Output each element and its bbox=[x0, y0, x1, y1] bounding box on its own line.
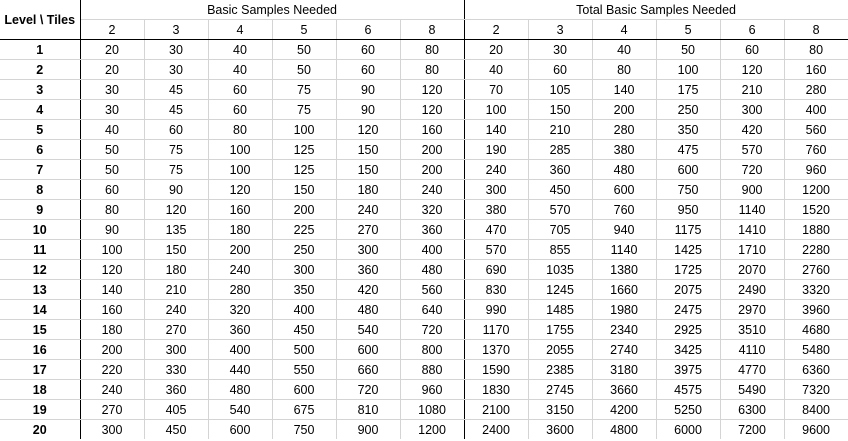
total-samples-cell: 30 bbox=[528, 40, 592, 60]
basic-samples-cell: 500 bbox=[272, 340, 336, 360]
total-samples-cell: 900 bbox=[720, 180, 784, 200]
total-samples-cell: 50 bbox=[656, 40, 720, 60]
basic-samples-cell: 600 bbox=[208, 420, 272, 440]
total-samples-cell: 105 bbox=[528, 80, 592, 100]
basic-samples-cell: 480 bbox=[208, 380, 272, 400]
total-samples-cell: 200 bbox=[592, 100, 656, 120]
basic-samples-cell: 450 bbox=[144, 420, 208, 440]
basic-samples-cell: 80 bbox=[80, 200, 144, 220]
table-row bbox=[0, 420, 848, 440]
basic-samples-cell: 100 bbox=[272, 120, 336, 140]
total-samples-cell: 4680 bbox=[784, 320, 848, 340]
basic-samples-cell: 90 bbox=[80, 220, 144, 240]
total-tiles-header-3: 3 bbox=[528, 20, 592, 40]
basic-samples-cell: 20 bbox=[80, 60, 144, 80]
total-samples-cell: 2070 bbox=[720, 260, 784, 280]
basic-samples-cell: 40 bbox=[208, 60, 272, 80]
basic-samples-cell: 280 bbox=[208, 280, 272, 300]
total-samples-cell: 280 bbox=[592, 120, 656, 140]
basic-tiles-header-8: 8 bbox=[400, 20, 464, 40]
total-samples-cell: 480 bbox=[592, 160, 656, 180]
corner-header: Level \ Tiles bbox=[0, 0, 80, 40]
total-samples-cell: 3660 bbox=[592, 380, 656, 400]
basic-samples-cell: 360 bbox=[208, 320, 272, 340]
total-samples-cell: 760 bbox=[784, 140, 848, 160]
basic-samples-cell: 100 bbox=[80, 240, 144, 260]
basic-samples-cell: 360 bbox=[336, 260, 400, 280]
basic-samples-cell: 125 bbox=[272, 160, 336, 180]
basic-samples-cell: 125 bbox=[272, 140, 336, 160]
basic-samples-cell: 400 bbox=[272, 300, 336, 320]
basic-samples-cell: 135 bbox=[144, 220, 208, 240]
total-tiles-header-4: 4 bbox=[592, 20, 656, 40]
total-samples-cell: 60 bbox=[528, 60, 592, 80]
table-row bbox=[0, 100, 848, 120]
level-cell: 5 bbox=[0, 120, 80, 140]
basic-samples-cell: 300 bbox=[336, 240, 400, 260]
total-samples-cell: 9600 bbox=[784, 420, 848, 440]
basic-samples-cell: 240 bbox=[144, 300, 208, 320]
basic-tiles-header-6: 6 bbox=[336, 20, 400, 40]
table-row bbox=[0, 200, 848, 220]
table-row bbox=[0, 400, 848, 420]
total-samples-cell: 3510 bbox=[720, 320, 784, 340]
level-cell: 20 bbox=[0, 420, 80, 440]
total-samples-cell: 6360 bbox=[784, 360, 848, 380]
basic-samples-cell: 330 bbox=[144, 360, 208, 380]
total-samples-cell: 100 bbox=[464, 100, 528, 120]
basic-samples-cell: 200 bbox=[400, 160, 464, 180]
total-samples-cell: 280 bbox=[784, 80, 848, 100]
total-samples-cell: 750 bbox=[656, 180, 720, 200]
table-row bbox=[0, 140, 848, 160]
basic-samples-cell: 200 bbox=[208, 240, 272, 260]
basic-samples-cell: 30 bbox=[80, 100, 144, 120]
basic-samples-cell: 240 bbox=[80, 380, 144, 400]
table-body bbox=[0, 40, 848, 440]
basic-samples-cell: 900 bbox=[336, 420, 400, 440]
basic-samples-cell: 540 bbox=[336, 320, 400, 340]
total-samples-cell: 175 bbox=[656, 80, 720, 100]
total-samples-cell: 40 bbox=[592, 40, 656, 60]
total-samples-cell: 5250 bbox=[656, 400, 720, 420]
total-samples-cell: 420 bbox=[720, 120, 784, 140]
total-samples-cell: 1410 bbox=[720, 220, 784, 240]
basic-samples-cell: 960 bbox=[400, 380, 464, 400]
basic-samples-cell: 90 bbox=[336, 100, 400, 120]
basic-samples-cell: 20 bbox=[80, 40, 144, 60]
total-samples-cell: 7200 bbox=[720, 420, 784, 440]
level-cell: 19 bbox=[0, 400, 80, 420]
basic-samples-cell: 50 bbox=[80, 160, 144, 180]
total-samples-cell: 1725 bbox=[656, 260, 720, 280]
total-samples-cell: 570 bbox=[528, 200, 592, 220]
total-samples-cell: 990 bbox=[464, 300, 528, 320]
level-cell: 4 bbox=[0, 100, 80, 120]
total-samples-cell: 1035 bbox=[528, 260, 592, 280]
table-row bbox=[0, 180, 848, 200]
basic-samples-cell: 270 bbox=[80, 400, 144, 420]
basic-samples-cell: 400 bbox=[208, 340, 272, 360]
basic-samples-cell: 60 bbox=[208, 80, 272, 100]
total-samples-cell: 4200 bbox=[592, 400, 656, 420]
total-samples-cell: 1425 bbox=[656, 240, 720, 260]
total-samples-cell: 1660 bbox=[592, 280, 656, 300]
table-row bbox=[0, 300, 848, 320]
total-samples-cell: 570 bbox=[464, 240, 528, 260]
basic-samples-cell: 480 bbox=[336, 300, 400, 320]
basic-samples-cell: 225 bbox=[272, 220, 336, 240]
table-row bbox=[0, 80, 848, 100]
total-samples-cell: 690 bbox=[464, 260, 528, 280]
total-samples-cell: 3975 bbox=[656, 360, 720, 380]
level-cell: 14 bbox=[0, 300, 80, 320]
total-samples-cell: 470 bbox=[464, 220, 528, 240]
total-samples-cell: 210 bbox=[720, 80, 784, 100]
basic-samples-cell: 160 bbox=[400, 120, 464, 140]
table-row bbox=[0, 360, 848, 380]
total-samples-cell: 60 bbox=[720, 40, 784, 60]
total-samples-cell: 2760 bbox=[784, 260, 848, 280]
total-samples-cell: 100 bbox=[656, 60, 720, 80]
basic-samples-cell: 30 bbox=[80, 80, 144, 100]
basic-samples-cell: 160 bbox=[80, 300, 144, 320]
basic-samples-cell: 160 bbox=[208, 200, 272, 220]
table-row bbox=[0, 120, 848, 140]
basic-samples-cell: 30 bbox=[144, 40, 208, 60]
total-tiles-header-5: 5 bbox=[656, 20, 720, 40]
total-samples-cell: 285 bbox=[528, 140, 592, 160]
basic-samples-cell: 600 bbox=[336, 340, 400, 360]
basic-samples-cell: 200 bbox=[400, 140, 464, 160]
total-samples-cell: 1170 bbox=[464, 320, 528, 340]
total-samples-cell: 1710 bbox=[720, 240, 784, 260]
basic-samples-cell: 240 bbox=[400, 180, 464, 200]
total-samples-cell: 2100 bbox=[464, 400, 528, 420]
basic-samples-cell: 60 bbox=[336, 60, 400, 80]
total-samples-cell: 8400 bbox=[784, 400, 848, 420]
basic-samples-cell: 560 bbox=[400, 280, 464, 300]
basic-samples-cell: 100 bbox=[208, 140, 272, 160]
basic-samples-cell: 300 bbox=[144, 340, 208, 360]
total-samples-cell: 2970 bbox=[720, 300, 784, 320]
total-samples-cell: 3150 bbox=[528, 400, 592, 420]
basic-samples-cell: 750 bbox=[272, 420, 336, 440]
basic-samples-cell: 660 bbox=[336, 360, 400, 380]
total-samples-cell: 300 bbox=[720, 100, 784, 120]
level-cell: 13 bbox=[0, 280, 80, 300]
table-row bbox=[0, 340, 848, 360]
total-samples-cell: 380 bbox=[592, 140, 656, 160]
basic-samples-cell: 120 bbox=[400, 80, 464, 100]
total-samples-cell: 150 bbox=[528, 100, 592, 120]
level-cell: 17 bbox=[0, 360, 80, 380]
basic-samples-cell: 270 bbox=[144, 320, 208, 340]
total-samples-cell: 2055 bbox=[528, 340, 592, 360]
total-samples-cell: 300 bbox=[464, 180, 528, 200]
total-samples-cell: 1140 bbox=[720, 200, 784, 220]
basic-samples-cell: 150 bbox=[336, 140, 400, 160]
basic-tiles-header-2: 2 bbox=[80, 20, 144, 40]
total-samples-cell: 830 bbox=[464, 280, 528, 300]
total-samples-cell: 450 bbox=[528, 180, 592, 200]
total-samples-cell: 250 bbox=[656, 100, 720, 120]
total-samples-cell: 475 bbox=[656, 140, 720, 160]
total-samples-cell: 4110 bbox=[720, 340, 784, 360]
basic-samples-header: Basic Samples Needed bbox=[80, 0, 464, 20]
tiles-header-row bbox=[0, 20, 848, 40]
total-samples-cell: 400 bbox=[784, 100, 848, 120]
basic-samples-cell: 75 bbox=[272, 100, 336, 120]
total-samples-cell: 940 bbox=[592, 220, 656, 240]
basic-samples-cell: 210 bbox=[144, 280, 208, 300]
total-samples-cell: 1830 bbox=[464, 380, 528, 400]
basic-samples-cell: 120 bbox=[80, 260, 144, 280]
basic-samples-cell: 540 bbox=[208, 400, 272, 420]
basic-samples-cell: 60 bbox=[144, 120, 208, 140]
basic-samples-cell: 240 bbox=[336, 200, 400, 220]
basic-samples-cell: 880 bbox=[400, 360, 464, 380]
total-samples-cell: 140 bbox=[592, 80, 656, 100]
total-samples-cell: 760 bbox=[592, 200, 656, 220]
level-cell: 16 bbox=[0, 340, 80, 360]
total-samples-cell: 720 bbox=[720, 160, 784, 180]
basic-samples-cell: 200 bbox=[80, 340, 144, 360]
total-samples-cell: 2475 bbox=[656, 300, 720, 320]
basic-samples-cell: 40 bbox=[80, 120, 144, 140]
basic-samples-cell: 420 bbox=[336, 280, 400, 300]
total-samples-cell: 160 bbox=[784, 60, 848, 80]
table-row bbox=[0, 220, 848, 240]
total-samples-cell: 3600 bbox=[528, 420, 592, 440]
total-samples-cell: 210 bbox=[528, 120, 592, 140]
total-samples-cell: 960 bbox=[784, 160, 848, 180]
total-samples-cell: 4800 bbox=[592, 420, 656, 440]
basic-tiles-header-3: 3 bbox=[144, 20, 208, 40]
total-samples-cell: 2385 bbox=[528, 360, 592, 380]
table-row bbox=[0, 320, 848, 340]
basic-samples-cell: 360 bbox=[144, 380, 208, 400]
table-row bbox=[0, 240, 848, 260]
total-samples-cell: 1175 bbox=[656, 220, 720, 240]
table-row bbox=[0, 160, 848, 180]
level-cell: 6 bbox=[0, 140, 80, 160]
total-tiles-header-2: 2 bbox=[464, 20, 528, 40]
header-group-row bbox=[0, 0, 848, 20]
total-samples-cell: 705 bbox=[528, 220, 592, 240]
level-cell: 9 bbox=[0, 200, 80, 220]
total-samples-cell: 1370 bbox=[464, 340, 528, 360]
total-tiles-header-6: 6 bbox=[720, 20, 784, 40]
total-samples-cell: 1590 bbox=[464, 360, 528, 380]
total-samples-cell: 1755 bbox=[528, 320, 592, 340]
basic-samples-cell: 320 bbox=[208, 300, 272, 320]
basic-samples-cell: 450 bbox=[272, 320, 336, 340]
basic-samples-cell: 30 bbox=[144, 60, 208, 80]
total-samples-cell: 2740 bbox=[592, 340, 656, 360]
basic-samples-cell: 45 bbox=[144, 80, 208, 100]
basic-tiles-header-5: 5 bbox=[272, 20, 336, 40]
table-row bbox=[0, 280, 848, 300]
basic-samples-cell: 1200 bbox=[400, 420, 464, 440]
total-samples-cell: 3425 bbox=[656, 340, 720, 360]
total-samples-cell: 350 bbox=[656, 120, 720, 140]
table-header bbox=[0, 0, 848, 40]
total-samples-cell: 2075 bbox=[656, 280, 720, 300]
total-samples-cell: 5490 bbox=[720, 380, 784, 400]
total-samples-cell: 1980 bbox=[592, 300, 656, 320]
basic-samples-cell: 480 bbox=[400, 260, 464, 280]
total-samples-cell: 80 bbox=[592, 60, 656, 80]
level-cell: 7 bbox=[0, 160, 80, 180]
total-samples-cell: 2490 bbox=[720, 280, 784, 300]
basic-samples-cell: 220 bbox=[80, 360, 144, 380]
total-samples-cell: 560 bbox=[784, 120, 848, 140]
basic-samples-cell: 140 bbox=[80, 280, 144, 300]
basic-samples-cell: 180 bbox=[208, 220, 272, 240]
basic-samples-cell: 200 bbox=[272, 200, 336, 220]
total-samples-cell: 7320 bbox=[784, 380, 848, 400]
total-samples-cell: 6000 bbox=[656, 420, 720, 440]
total-samples-cell: 570 bbox=[720, 140, 784, 160]
level-cell: 12 bbox=[0, 260, 80, 280]
total-samples-cell: 2745 bbox=[528, 380, 592, 400]
basic-samples-cell: 90 bbox=[336, 80, 400, 100]
level-cell: 15 bbox=[0, 320, 80, 340]
total-samples-cell: 600 bbox=[592, 180, 656, 200]
basic-samples-cell: 60 bbox=[336, 40, 400, 60]
basic-samples-cell: 90 bbox=[144, 180, 208, 200]
basic-samples-cell: 100 bbox=[208, 160, 272, 180]
total-samples-cell: 240 bbox=[464, 160, 528, 180]
basic-samples-cell: 600 bbox=[272, 380, 336, 400]
basic-samples-cell: 240 bbox=[208, 260, 272, 280]
basic-samples-cell: 120 bbox=[144, 200, 208, 220]
basic-samples-cell: 50 bbox=[80, 140, 144, 160]
total-samples-cell: 6300 bbox=[720, 400, 784, 420]
table-row bbox=[0, 60, 848, 80]
basic-samples-cell: 360 bbox=[400, 220, 464, 240]
basic-samples-cell: 150 bbox=[272, 180, 336, 200]
table-row bbox=[0, 380, 848, 400]
basic-samples-cell: 120 bbox=[208, 180, 272, 200]
basic-samples-cell: 250 bbox=[272, 240, 336, 260]
total-samples-cell: 4575 bbox=[656, 380, 720, 400]
basic-samples-cell: 720 bbox=[336, 380, 400, 400]
total-samples-cell: 3180 bbox=[592, 360, 656, 380]
basic-samples-cell: 80 bbox=[208, 120, 272, 140]
basic-samples-cell: 720 bbox=[400, 320, 464, 340]
total-samples-cell: 4770 bbox=[720, 360, 784, 380]
basic-samples-cell: 150 bbox=[336, 160, 400, 180]
total-samples-cell: 40 bbox=[464, 60, 528, 80]
basic-samples-cell: 320 bbox=[400, 200, 464, 220]
basic-samples-cell: 40 bbox=[208, 40, 272, 60]
total-samples-cell: 855 bbox=[528, 240, 592, 260]
basic-samples-cell: 180 bbox=[80, 320, 144, 340]
basic-samples-cell: 60 bbox=[208, 100, 272, 120]
total-samples-cell: 1245 bbox=[528, 280, 592, 300]
total-samples-cell: 70 bbox=[464, 80, 528, 100]
basic-samples-cell: 640 bbox=[400, 300, 464, 320]
basic-samples-cell: 150 bbox=[144, 240, 208, 260]
total-samples-cell: 1380 bbox=[592, 260, 656, 280]
total-samples-cell: 120 bbox=[720, 60, 784, 80]
total-samples-header: Total Basic Samples Needed bbox=[464, 0, 848, 20]
total-samples-cell: 1520 bbox=[784, 200, 848, 220]
basic-samples-cell: 400 bbox=[400, 240, 464, 260]
total-samples-cell: 2925 bbox=[656, 320, 720, 340]
basic-samples-cell: 1080 bbox=[400, 400, 464, 420]
level-cell: 11 bbox=[0, 240, 80, 260]
total-samples-cell: 2280 bbox=[784, 240, 848, 260]
total-samples-cell: 1880 bbox=[784, 220, 848, 240]
total-samples-cell: 3320 bbox=[784, 280, 848, 300]
total-samples-cell: 1200 bbox=[784, 180, 848, 200]
basic-samples-cell: 120 bbox=[336, 120, 400, 140]
total-samples-cell: 5480 bbox=[784, 340, 848, 360]
total-samples-cell: 190 bbox=[464, 140, 528, 160]
basic-samples-cell: 50 bbox=[272, 40, 336, 60]
basic-samples-cell: 440 bbox=[208, 360, 272, 380]
basic-samples-cell: 80 bbox=[400, 60, 464, 80]
basic-samples-cell: 810 bbox=[336, 400, 400, 420]
basic-samples-cell: 75 bbox=[144, 160, 208, 180]
basic-samples-cell: 75 bbox=[144, 140, 208, 160]
basic-samples-cell: 180 bbox=[144, 260, 208, 280]
basic-samples-cell: 80 bbox=[400, 40, 464, 60]
total-samples-cell: 360 bbox=[528, 160, 592, 180]
total-samples-cell: 950 bbox=[656, 200, 720, 220]
total-samples-cell: 600 bbox=[656, 160, 720, 180]
basic-samples-cell: 270 bbox=[336, 220, 400, 240]
total-samples-cell: 1140 bbox=[592, 240, 656, 260]
basic-samples-cell: 45 bbox=[144, 100, 208, 120]
level-cell: 8 bbox=[0, 180, 80, 200]
basic-samples-cell: 300 bbox=[272, 260, 336, 280]
total-tiles-header-8: 8 bbox=[784, 20, 848, 40]
table-row bbox=[0, 40, 848, 60]
basic-tiles-header-4: 4 bbox=[208, 20, 272, 40]
level-cell: 3 bbox=[0, 80, 80, 100]
basic-samples-cell: 405 bbox=[144, 400, 208, 420]
basic-samples-cell: 120 bbox=[400, 100, 464, 120]
total-samples-cell: 80 bbox=[784, 40, 848, 60]
level-cell: 1 bbox=[0, 40, 80, 60]
total-samples-cell: 380 bbox=[464, 200, 528, 220]
basic-samples-cell: 550 bbox=[272, 360, 336, 380]
basic-samples-cell: 75 bbox=[272, 80, 336, 100]
total-samples-cell: 2400 bbox=[464, 420, 528, 440]
total-samples-cell: 2340 bbox=[592, 320, 656, 340]
level-cell: 18 bbox=[0, 380, 80, 400]
total-samples-cell: 1485 bbox=[528, 300, 592, 320]
total-samples-cell: 3960 bbox=[784, 300, 848, 320]
basic-samples-cell: 50 bbox=[272, 60, 336, 80]
total-samples-cell: 140 bbox=[464, 120, 528, 140]
basic-samples-cell: 180 bbox=[336, 180, 400, 200]
level-cell: 2 bbox=[0, 60, 80, 80]
basic-samples-cell: 300 bbox=[80, 420, 144, 440]
total-samples-cell: 20 bbox=[464, 40, 528, 60]
basic-samples-cell: 675 bbox=[272, 400, 336, 420]
basic-samples-cell: 350 bbox=[272, 280, 336, 300]
basic-samples-cell: 800 bbox=[400, 340, 464, 360]
table-row bbox=[0, 260, 848, 280]
level-cell: 10 bbox=[0, 220, 80, 240]
basic-samples-cell: 60 bbox=[80, 180, 144, 200]
